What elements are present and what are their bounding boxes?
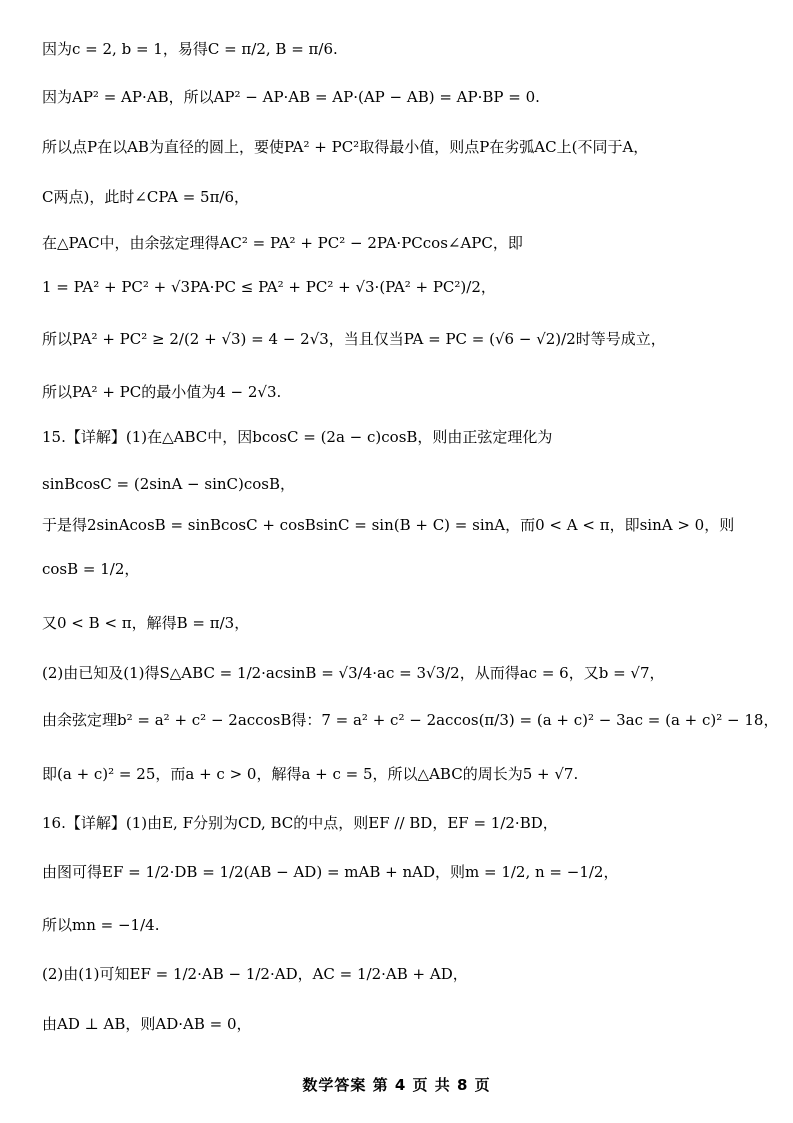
line-21: 由AD ⊥ AB，则AD·AB = 0，	[42, 1015, 252, 1033]
line-16: 即(a + c)² = 25，而a + c > 0，解得a + c = 5，所以△ABC的周长为5 + √7.	[42, 765, 579, 783]
line-9: 15.【详解】(1)在△ABC中，因bcosC = (2a − c)cosB，则由正弦定理化为	[42, 428, 553, 446]
line-20: (2)由(1)可知EF = 1/2·AB − 1/2·AD，AC = 1/2·AB + AD，	[42, 965, 468, 983]
line-6: 1 = PA² + PC² + √3PA·PC ≤ PA² + PC² + √3·(PA² + PC²)/2，	[42, 278, 496, 296]
line-19: 所以mn = −1/4.	[42, 916, 160, 934]
line-8: 所以PA² + PC的最小值为4 − 2√3.	[42, 383, 282, 401]
line-7: 所以PA² + PC² ≥ 2/(2 + √3) = 4 − 2√3，当且仅当PA = PC = (√6 − √2)/2时等号成立，	[42, 330, 666, 348]
line-12: cosB = 1/2，	[42, 560, 140, 578]
line-17: 16.【详解】(1)由E, F分别为CD, BC的中点，则EF // BD，EF = 1/2·BD，	[42, 814, 558, 832]
line-3: 所以点P在以AB为直径的圆上，要使PA² + PC²取得最小值，则点P在劣弧AC上(不同于A，	[42, 138, 649, 156]
line-1: 因为c = 2, b = 1，易得C = π/2, B = π/6.	[42, 40, 338, 58]
line-15: 由余弦定理b² = a² + c² − 2accosB得：7 = a² + c² − 2accos(π/3) = (a + c)² − 3ac = (a + c)² − 18，	[42, 711, 779, 729]
line-10: sinBcosC = (2sinA − sinC)cosB，	[42, 475, 296, 493]
line-5: 在△PAC中，由余弦定理得AC² = PA² + PC² − 2PA·PCcos∠APC，即	[42, 234, 523, 252]
line-14: (2)由已知及(1)得S△ABC = 1/2·acsinB = √3/4·ac = 3√3/2，从而得ac = 6，又b = √7，	[42, 664, 665, 682]
line-18: 由图可得EF = 1/2·DB = 1/2(AB − AD) = mAB + nAD，则m = 1/2, n = −1/2，	[42, 863, 619, 881]
line-2: 因为AP² = AP·AB，所以AP² − AP·AB = AP·(AP − AB) = AP·BP = 0.	[42, 88, 540, 106]
line-11: 于是得2sinAcosB = sinBcosC + cosBsinC = sin(B + C) = sinA，而0 < A < π，即sinA > 0，则	[42, 516, 735, 534]
page-footer: 数学答案 第 4 页 共 8 页	[302, 1076, 491, 1094]
line-4: C两点)，此时∠CPA = 5π/6，	[42, 188, 250, 206]
line-13: 又0 < B < π，解得B = π/3，	[42, 614, 250, 632]
